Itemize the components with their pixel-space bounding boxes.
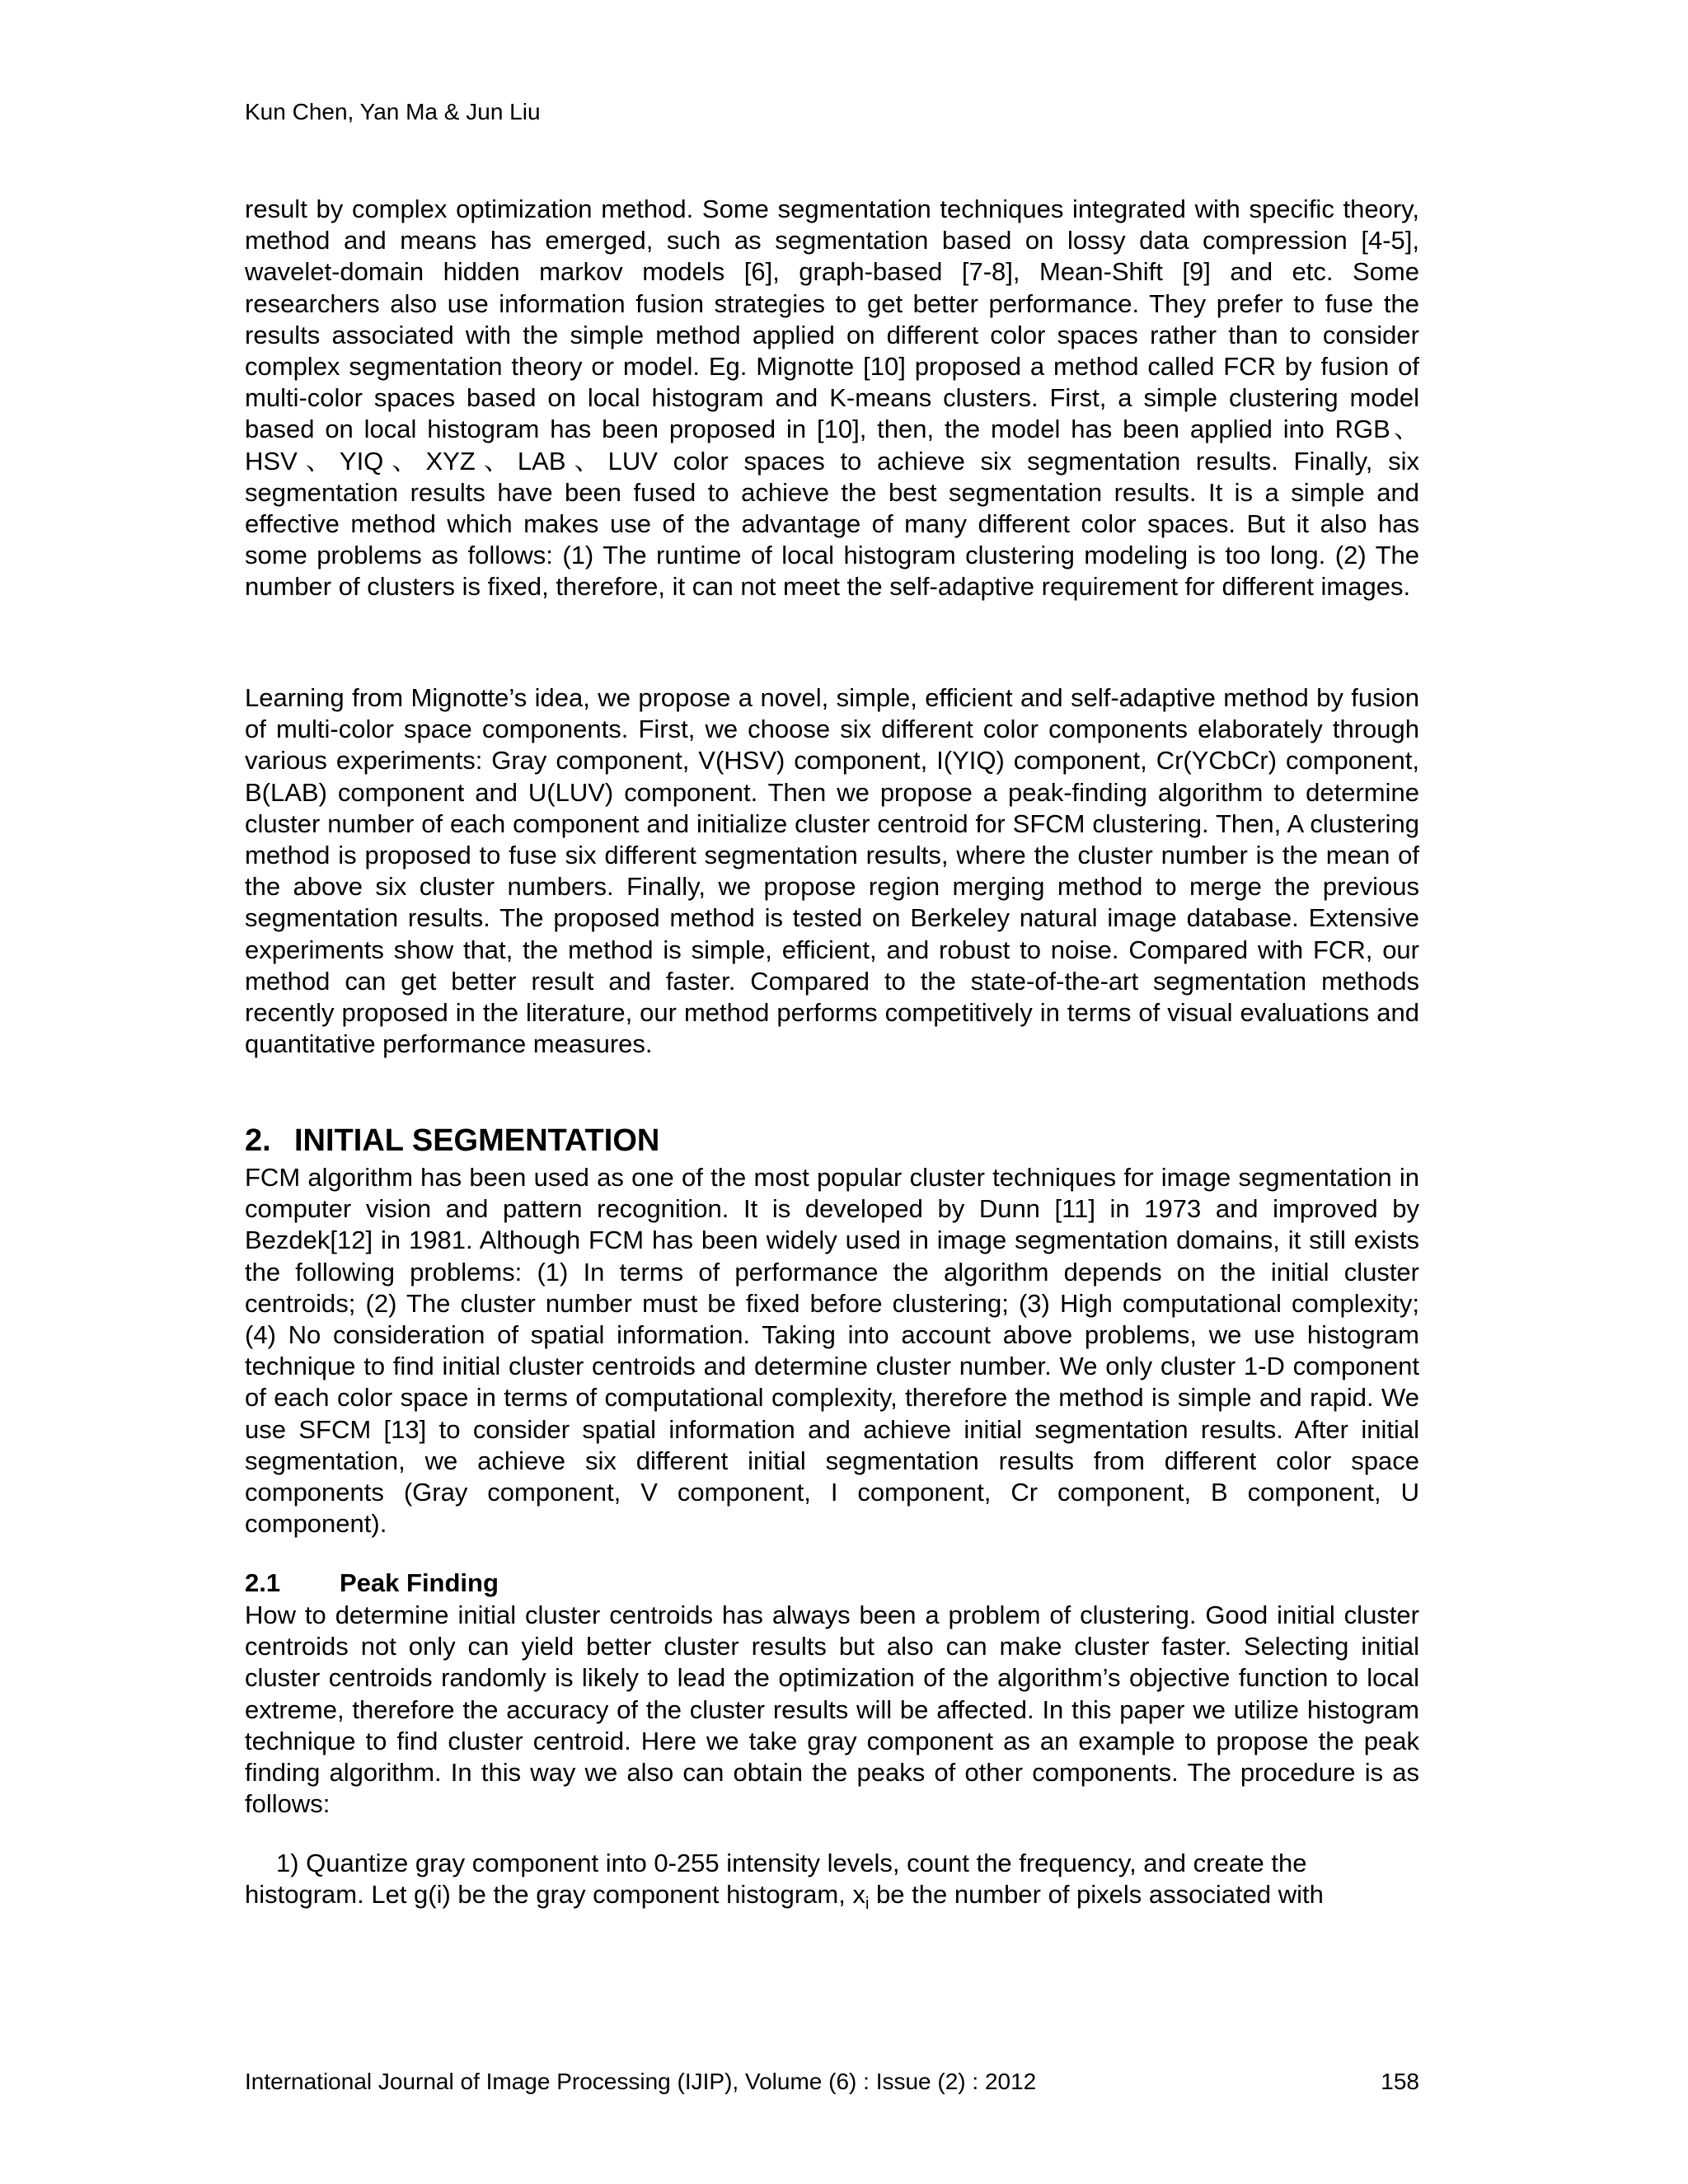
paragraph-proposed-method: Learning from Mignotte’s idea, we propose a novel, simple, efficient and self-adaptive method by fusion of multi-color space components. First, we choose six different color components elaborately through various experiments: Gray component, V(HSV) component, I(YIQ) component, Cr(YCbCr) component, B(LAB) component and U(LUV) component. Then we propose a peak-finding algorithm to determine cluster number of each component and initialize cluster centroid for SFCM clustering. Then, A clustering method is proposed to fuse six different segmentation results, where the cluster number is the mean of the above six cluster numbers. Finally, we propose region merging method to merge the previous segmentation results. The proposed method is tested on Berkeley natural image database. Extensive experiments show that, the method is simple, efficient, and robust to noise. Compared with FCR, our method can get better result and faster. Compared to the state-of-the-art segmentation methods recently proposed in the literature, our method performs competitively in terms of visual evaluations and quantitative performance measures. <box>245 683 1419 1059</box>
subsection-title: Peak Finding <box>340 1568 499 1597</box>
paragraph-procedure-step-1 <box>245 1848 1419 1920</box>
running-header-authors: Kun Chen, Yan Ma & Jun Liu <box>245 99 541 124</box>
paragraph-fcm-algorithm: FCM algorithm has been used as one of the most popular cluster techniques for image segmentation in computer vision and pattern recognition. It is developed by Dunn [11] in 1973 and improved by Bezdek[12] in 1981. Although FCM has been widely used in image segmentation domains, it still exists the following problems: (1) In terms of performance the algorithm depends on the initial cluster centroids; (2) The cluster number must be fixed before clustering; (3) High computational complexity; (4) No consideration of spatial information. Taking into account above problems, we use histogram technique to find initial cluster centroids and determine cluster number. We only cluster 1-D component of each color space in terms of computational complexity, therefore the method is simple and rapid. We use SFCM [13] to consider spatial information and achieve initial segmentation results. After initial segmentation, we achieve six different initial segmentation results from different color space components (Gray component, V component, I component, Cr component, B component, U component). <box>245 1163 1419 1539</box>
subscript-i: i <box>865 1895 870 1914</box>
section-heading-initial-segmentation <box>245 1122 659 1159</box>
section-number: 2. <box>245 1123 271 1158</box>
paragraph-peak-finding: How to determine initial cluster centroids has always been a problem of clustering. Good initial cluster centroids not only can yield better cluster results but also can make cluster faster. Selecting initial cluster centroids randomly is likely to lead the optimization of the algorithm’s objective function to local extreme, therefore the accuracy of the cluster results will be affected. In this paper we utilize histogram technique to find cluster centroid. Here we take gray component as an example to propose the peak finding algorithm. In this way we also can obtain the peaks of other components. The procedure is as follows: <box>245 1601 1419 1819</box>
paragraph-intro-continued: result by complex optimization method. Some segmentation techniques integrated with specific theory, method and means has emerged, such as segmentation based on lossy data compression [4-5], wavelet-domain hidden markov models [6], graph-based [7-8], Mean-Shift [9] and etc. Some researchers also use information fusion strategies to get better performance. They prefer to fuse the results associated with the simple method applied on different color spaces rather than to consider complex segmentation theory or model. Eg. Mignotte [10] proposed a method called FCR by fusion of multi-color spaces based on local histogram and K-means clusters. First, a simple clustering model based on local histogram has been proposed in [10], then, the model has been applied into RGB、HSV、YIQ、XYZ、LAB、LUV color spaces to achieve six segmentation results. Finally, six segmentation results have been fused to achieve the best segmentation results. It is a simple and effective method which makes use of the advantage of many different color spaces. But it also has some problems as follows: (1) The runtime of local histogram clustering modeling is too long. (2) The number of clusters is fixed, therefore, it can not meet the self-adaptive requirement for different images. <box>245 194 1419 602</box>
subsection-heading-peak-finding <box>245 1568 499 1599</box>
section-title: INITIAL SEGMENTATION <box>294 1123 660 1158</box>
step-1-text: 1) Quantize gray component into 0-255 intensity levels, count the frequency, and create the histogram. Let g(i) be the gray component histogram, x <box>245 1849 1307 1910</box>
step-1-text-end: be the number of pixels associated with <box>869 1880 1324 1910</box>
subsection-number: 2.1 <box>245 1568 281 1597</box>
footer-journal-citation: International Journal of Image Processing (IJIP), Volume (6) : Issue (2) : 2012 <box>245 2069 1037 2094</box>
footer-page-number: 158 <box>1381 2069 1419 2094</box>
